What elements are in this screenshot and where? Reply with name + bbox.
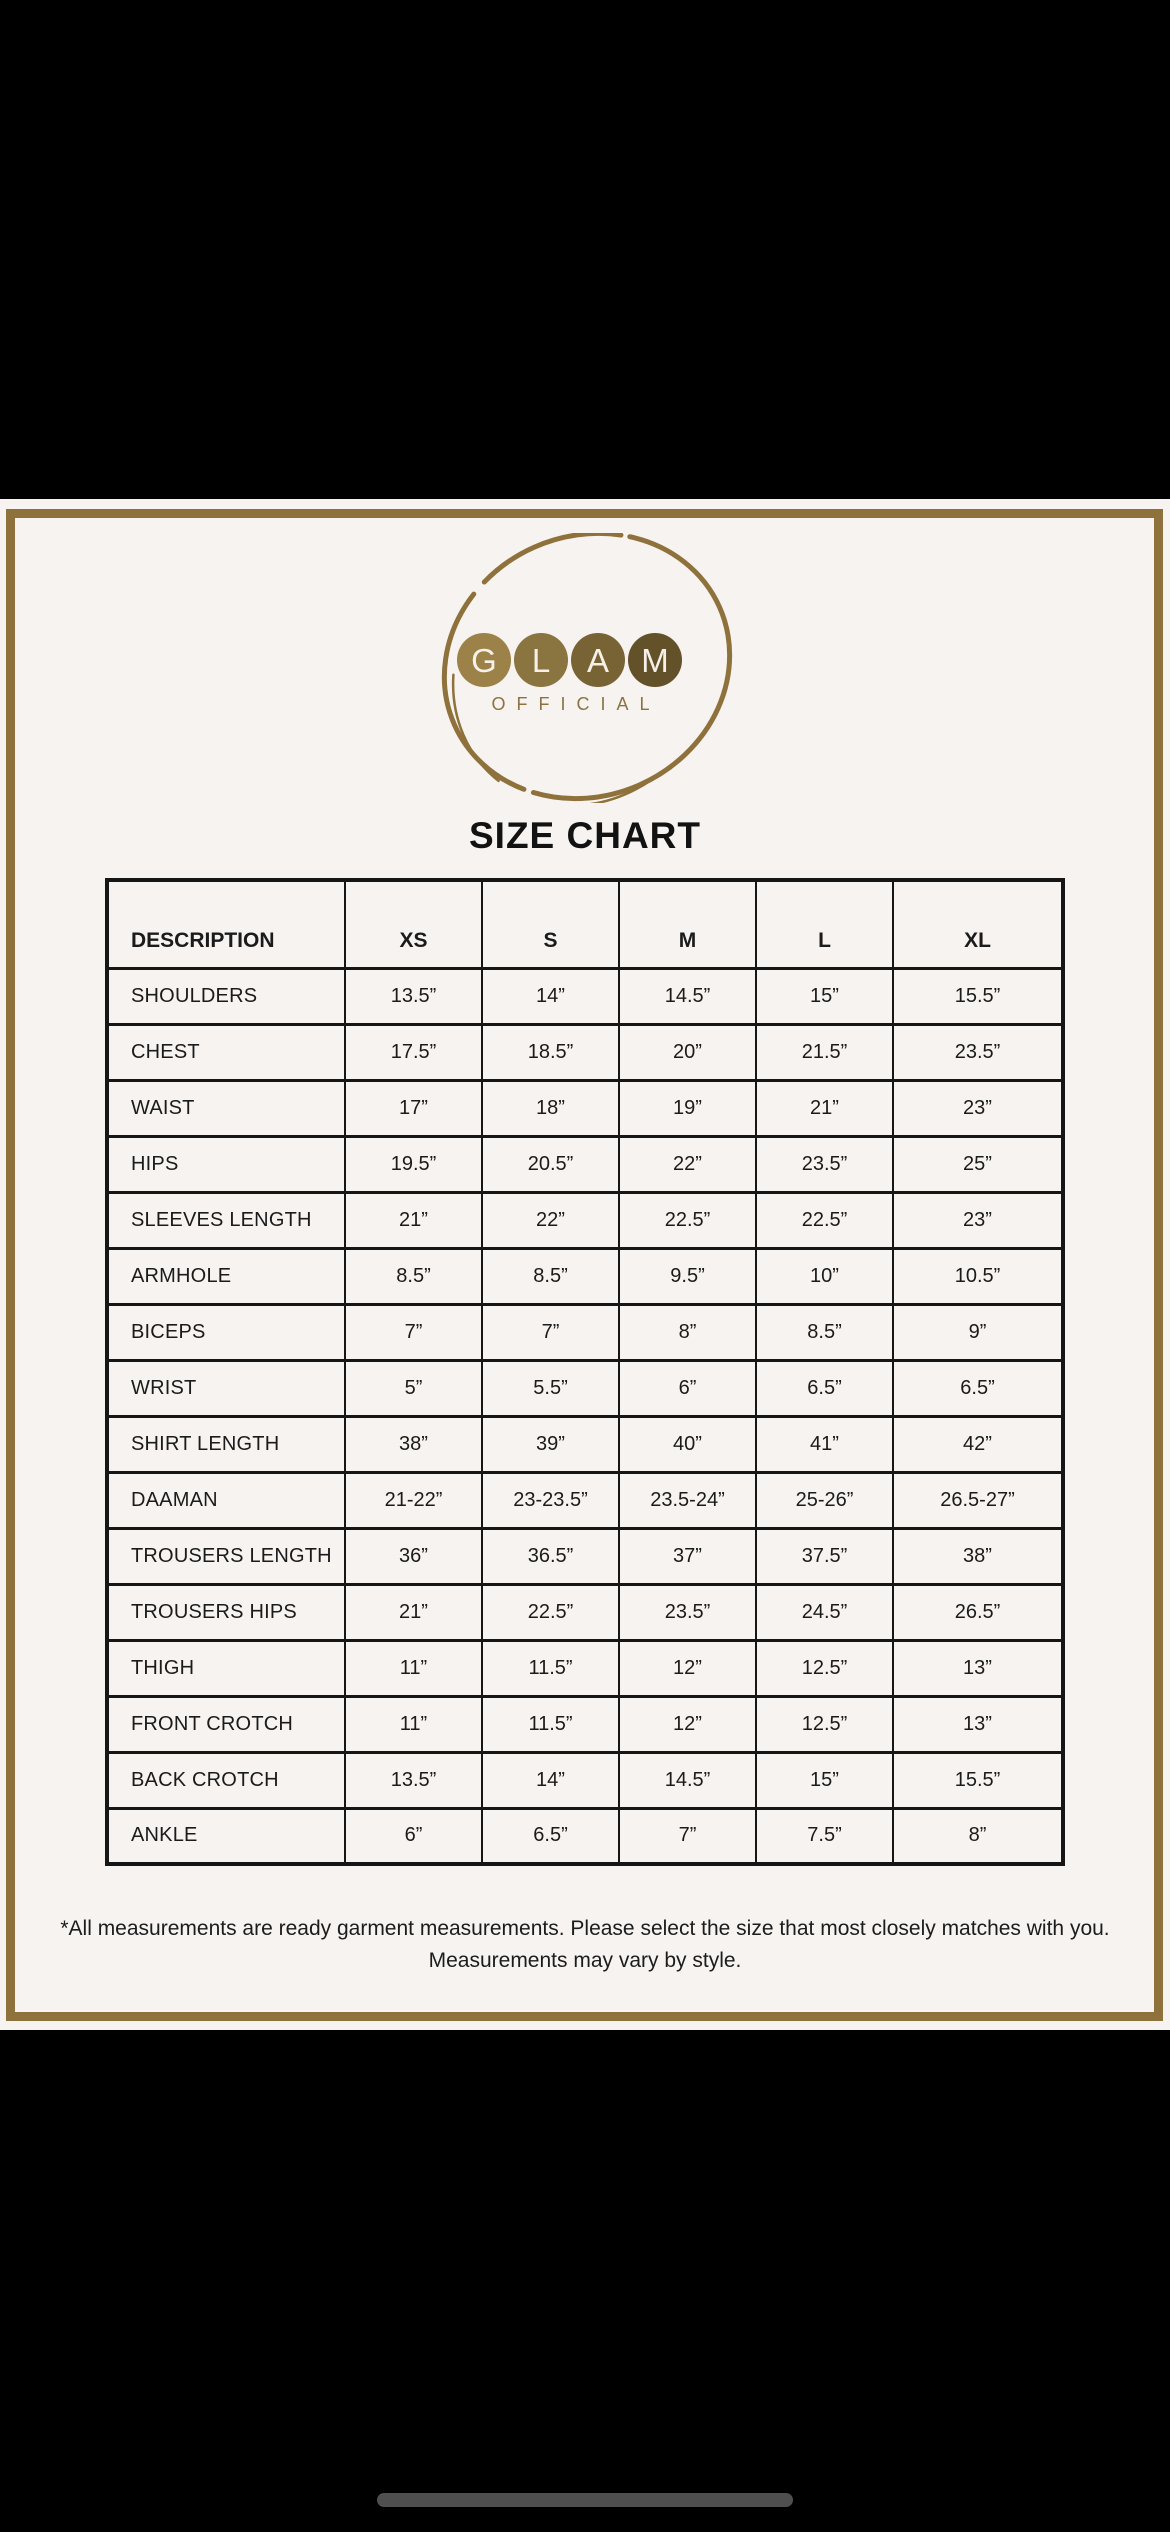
size-value-cell: 7” bbox=[345, 1304, 482, 1360]
table-row bbox=[107, 1472, 1063, 1528]
size-value-cell: 20.5” bbox=[482, 1136, 619, 1192]
size-value-cell: 23-23.5” bbox=[482, 1472, 619, 1528]
table-row bbox=[107, 1080, 1063, 1136]
row-label-cell: ARMHOLE bbox=[107, 1248, 345, 1304]
table-row bbox=[107, 1640, 1063, 1696]
size-value-cell: 14.5” bbox=[619, 1752, 756, 1808]
column-header-description: DESCRIPTION bbox=[107, 880, 345, 968]
size-value-cell: 5” bbox=[345, 1360, 482, 1416]
size-value-cell: 8” bbox=[619, 1304, 756, 1360]
table-row bbox=[107, 1528, 1063, 1584]
footnote-line1: *All measurements are ready garment measurements. Please select the size that most closely matches with you. bbox=[60, 1917, 1110, 1940]
column-header-s: S bbox=[482, 880, 619, 968]
table-row bbox=[107, 1192, 1063, 1248]
size-value-cell: 23” bbox=[893, 1192, 1063, 1248]
size-value-cell: 11” bbox=[345, 1696, 482, 1752]
size-value-cell: 10” bbox=[756, 1248, 893, 1304]
row-label-cell: DAAMAN bbox=[107, 1472, 345, 1528]
table-row bbox=[107, 1304, 1063, 1360]
table-row bbox=[107, 1752, 1063, 1808]
size-value-cell: 5.5” bbox=[482, 1360, 619, 1416]
size-value-cell: 20” bbox=[619, 1024, 756, 1080]
size-value-cell: 37” bbox=[619, 1528, 756, 1584]
size-value-cell: 8.5” bbox=[482, 1248, 619, 1304]
size-value-cell: 37.5” bbox=[756, 1528, 893, 1584]
size-value-cell: 22.5” bbox=[756, 1192, 893, 1248]
size-value-cell: 8.5” bbox=[756, 1304, 893, 1360]
size-value-cell: 26.5-27” bbox=[893, 1472, 1063, 1528]
logo-letter-m: M bbox=[641, 642, 669, 679]
size-value-cell: 15” bbox=[756, 968, 893, 1024]
row-label-cell: TROUSERS LENGTH bbox=[107, 1528, 345, 1584]
table-row bbox=[107, 1360, 1063, 1416]
column-header-m: M bbox=[619, 880, 756, 968]
size-value-cell: 13.5” bbox=[345, 968, 482, 1024]
row-label-cell: WRIST bbox=[107, 1360, 345, 1416]
row-label-cell: SHIRT LENGTH bbox=[107, 1416, 345, 1472]
size-table-body bbox=[107, 968, 1063, 1864]
size-value-cell: 6” bbox=[345, 1808, 482, 1864]
size-value-cell: 41” bbox=[756, 1416, 893, 1472]
logo-letter-a: A bbox=[586, 642, 610, 679]
row-label-cell: CHEST bbox=[107, 1024, 345, 1080]
column-header-xl: XL bbox=[893, 880, 1063, 968]
size-value-cell: 38” bbox=[345, 1416, 482, 1472]
table-row bbox=[107, 1416, 1063, 1472]
size-value-cell: 21-22” bbox=[345, 1472, 482, 1528]
table-row bbox=[107, 1024, 1063, 1080]
card-content bbox=[0, 499, 1170, 2030]
table-row bbox=[107, 1584, 1063, 1640]
size-value-cell: 8.5” bbox=[345, 1248, 482, 1304]
row-label-cell: ANKLE bbox=[107, 1808, 345, 1864]
glam-official-logo bbox=[430, 533, 740, 803]
size-value-cell: 6.5” bbox=[482, 1808, 619, 1864]
size-value-cell: 22” bbox=[482, 1192, 619, 1248]
size-value-cell: 21” bbox=[756, 1080, 893, 1136]
logo-letter-l: L bbox=[531, 642, 551, 679]
size-value-cell: 39” bbox=[482, 1416, 619, 1472]
table-row bbox=[107, 1248, 1063, 1304]
size-value-cell: 22.5” bbox=[482, 1584, 619, 1640]
row-label-cell: WAIST bbox=[107, 1080, 345, 1136]
size-value-cell: 11” bbox=[345, 1640, 482, 1696]
size-value-cell: 11.5” bbox=[482, 1696, 619, 1752]
size-value-cell: 14.5” bbox=[619, 968, 756, 1024]
table-row bbox=[107, 968, 1063, 1024]
home-indicator-handle[interactable] bbox=[377, 2493, 793, 2507]
size-value-cell: 13” bbox=[893, 1696, 1063, 1752]
size-value-cell: 12.5” bbox=[756, 1696, 893, 1752]
size-value-cell: 7” bbox=[619, 1808, 756, 1864]
size-value-cell: 38” bbox=[893, 1528, 1063, 1584]
size-value-cell: 24.5” bbox=[756, 1584, 893, 1640]
size-value-cell: 15.5” bbox=[893, 968, 1063, 1024]
header-row bbox=[107, 880, 1063, 968]
row-label-cell: TROUSERS HIPS bbox=[107, 1584, 345, 1640]
measurement-footnote bbox=[55, 1913, 1115, 1976]
size-value-cell: 15.5” bbox=[893, 1752, 1063, 1808]
size-value-cell: 11.5” bbox=[482, 1640, 619, 1696]
logo-letter-g: G bbox=[471, 642, 497, 679]
column-header-l: L bbox=[756, 880, 893, 968]
size-value-cell: 25” bbox=[893, 1136, 1063, 1192]
size-value-cell: 23.5” bbox=[893, 1024, 1063, 1080]
row-label-cell: SHOULDERS bbox=[107, 968, 345, 1024]
row-label-cell: BICEPS bbox=[107, 1304, 345, 1360]
size-value-cell: 13.5” bbox=[345, 1752, 482, 1808]
row-label-cell: FRONT CROTCH bbox=[107, 1696, 345, 1752]
size-value-cell: 17” bbox=[345, 1080, 482, 1136]
size-value-cell: 36” bbox=[345, 1528, 482, 1584]
size-value-cell: 19” bbox=[619, 1080, 756, 1136]
row-label-cell: BACK CROTCH bbox=[107, 1752, 345, 1808]
size-value-cell: 22” bbox=[619, 1136, 756, 1192]
size-value-cell: 26.5” bbox=[893, 1584, 1063, 1640]
size-value-cell: 12.5” bbox=[756, 1640, 893, 1696]
size-value-cell: 21” bbox=[345, 1192, 482, 1248]
size-value-cell: 6.5” bbox=[756, 1360, 893, 1416]
size-value-cell: 14” bbox=[482, 968, 619, 1024]
page-title: SIZE CHART bbox=[469, 815, 701, 856]
row-label-cell: HIPS bbox=[107, 1136, 345, 1192]
size-value-cell: 7.5” bbox=[756, 1808, 893, 1864]
size-value-cell: 9” bbox=[893, 1304, 1063, 1360]
table-row bbox=[107, 1696, 1063, 1752]
size-value-cell: 36.5” bbox=[482, 1528, 619, 1584]
row-label-cell: THIGH bbox=[107, 1640, 345, 1696]
size-table bbox=[105, 878, 1065, 1866]
size-value-cell: 23.5” bbox=[756, 1136, 893, 1192]
size-value-cell: 9.5” bbox=[619, 1248, 756, 1304]
size-value-cell: 25-26” bbox=[756, 1472, 893, 1528]
size-table-header bbox=[107, 880, 1063, 968]
logo-subtitle: OFFICIAL bbox=[491, 694, 661, 714]
size-value-cell: 21.5” bbox=[756, 1024, 893, 1080]
size-value-cell: 14” bbox=[482, 1752, 619, 1808]
size-value-cell: 42” bbox=[893, 1416, 1063, 1472]
footnote-line2: Measurements may vary by style. bbox=[428, 1948, 742, 1972]
size-value-cell: 23.5” bbox=[619, 1584, 756, 1640]
size-value-cell: 12” bbox=[619, 1696, 756, 1752]
size-value-cell: 22.5” bbox=[619, 1192, 756, 1248]
size-value-cell: 21” bbox=[345, 1584, 482, 1640]
table-row bbox=[107, 1808, 1063, 1864]
size-value-cell: 23” bbox=[893, 1080, 1063, 1136]
size-value-cell: 17.5” bbox=[345, 1024, 482, 1080]
size-value-cell: 18” bbox=[482, 1080, 619, 1136]
column-header-xs: XS bbox=[345, 880, 482, 968]
size-value-cell: 18.5” bbox=[482, 1024, 619, 1080]
size-chart-card bbox=[0, 499, 1170, 2030]
size-value-cell: 6.5” bbox=[893, 1360, 1063, 1416]
size-value-cell: 10.5” bbox=[893, 1248, 1063, 1304]
size-value-cell: 40” bbox=[619, 1416, 756, 1472]
size-value-cell: 8” bbox=[893, 1808, 1063, 1864]
size-value-cell: 19.5” bbox=[345, 1136, 482, 1192]
size-value-cell: 6” bbox=[619, 1360, 756, 1416]
size-value-cell: 15” bbox=[756, 1752, 893, 1808]
size-value-cell: 23.5-24” bbox=[619, 1472, 756, 1528]
size-value-cell: 12” bbox=[619, 1640, 756, 1696]
size-value-cell: 13” bbox=[893, 1640, 1063, 1696]
table-row bbox=[107, 1136, 1063, 1192]
size-value-cell: 7” bbox=[482, 1304, 619, 1360]
row-label-cell: SLEEVES LENGTH bbox=[107, 1192, 345, 1248]
